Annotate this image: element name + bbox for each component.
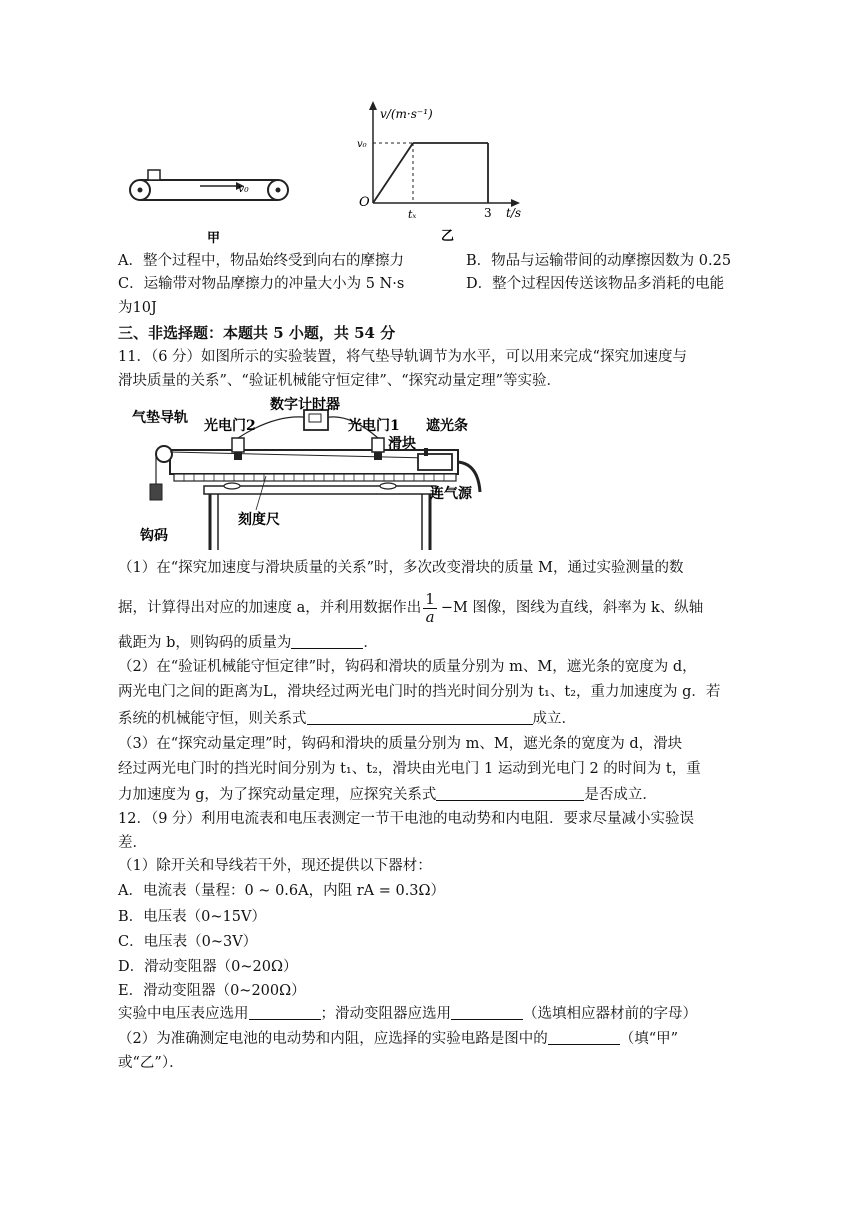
answer-blank-q11-1[interactable]: [291, 632, 363, 649]
label-air-source: 连气源: [430, 486, 472, 502]
q11-p1-line3-a: 截距为 b，则钩码的质量为: [118, 635, 292, 651]
q11-p3-line2: 经过两光电门时的挡光时间分别为 t₁、t₂，滑块由光电门 1 运动到光电门 2 的时间为 t，重: [118, 761, 701, 777]
q10-option-d-cont: 为10J: [118, 300, 157, 316]
q12-item-e: E．滑动变阻器（0~200Ω）: [118, 983, 306, 999]
answer-blank-q11-3[interactable]: [436, 784, 584, 801]
q11-p1-line2: [118, 590, 703, 626]
q11-p1-line1: （1）在“探究加速度与滑块质量的关系”时，多次改变滑块的质量 M，通过实验测量的数: [118, 560, 684, 576]
q11-p2-line1: （2）在“验证机械能守恒定律”时，钩码和滑块的质量分别为 m、M，遮光条的宽度为 d，: [118, 659, 697, 675]
q12-p1-title: （1）除开关和导线若干外，现还提供以下器材：: [118, 858, 432, 874]
q11-intro-2: 滑块质量的关系”、“验证机械能守恒定律”、“探究动量定理”等实验．: [118, 373, 562, 389]
label-gate1: 光电门1: [348, 418, 400, 434]
q11-p3-line1: （3）在“探究动量定理”时，钩码和滑块的质量分别为 m、M，遮光条的宽度为 d，滑块: [118, 736, 683, 752]
q11-p3-line3: [118, 784, 657, 806]
label-timer: 数字计时器: [270, 397, 340, 413]
q12-item-c: C．电压表（0~3V）: [118, 934, 258, 950]
vt-x-tick-3: 3: [484, 206, 492, 220]
q12-item-a: A．电流表（量程：0 ~ 0.6A，内阻 rA = 0.3Ω）: [118, 883, 446, 899]
figure-vt-graph: [350, 100, 550, 245]
q10-option-b: B．物品与运输带间的动摩擦因数为 0.25: [466, 253, 732, 269]
vt-x-tick-tx: tₓ: [408, 208, 417, 221]
q12-item-b: B．电压表（0~15V）: [118, 909, 266, 925]
q11-p3-line3-a: 力加速度为 g，为了探究动量定理，应探究关系式: [118, 787, 437, 803]
q11-p1-line3: [118, 632, 378, 654]
fig-left-caption: 甲: [207, 231, 221, 246]
q12-select-a: 实验中电压表应选用: [118, 1006, 249, 1022]
q10-option-d: D．整个过程因传送该物品多消耗的电能: [466, 276, 725, 292]
answer-blank-q12-rheostat[interactable]: [451, 1003, 523, 1020]
photogate-2: [232, 438, 244, 452]
q11-intro-1: 11．（6 分）如图所示的实验装置，将气垫导轨调节为水平，可以用来完成“探究加速度与: [118, 349, 687, 365]
q10-option-c: C．运输带对物品摩擦力的冲量大小为 5 N·s: [118, 276, 405, 292]
vt-x-axis-label: t/s: [506, 206, 522, 220]
pulley: [156, 446, 172, 462]
q12-p2-line1-a: （2）为准确测定电池的电动势和内阻，应选择的实验电路是图中的: [118, 1031, 548, 1047]
q11-p2-line3-b: 成立．: [532, 711, 576, 727]
vt-y-axis-label: v/(m·s⁻¹): [380, 107, 433, 121]
q12-select-line: [118, 1003, 697, 1025]
light-strip: [424, 448, 428, 456]
label-weight: 钩码: [140, 528, 168, 544]
q11-p1-line3-b: ．: [363, 635, 378, 651]
slider-block: [418, 454, 452, 470]
q12-item-d: D．滑动变阻器（0~20Ω）: [118, 959, 298, 975]
q11-p1-line2-a: 据，计算得出对应的加速度 a，并利用数据作出: [118, 600, 422, 616]
q11-p2-line3-a: 系统的机械能守恒，则关系式: [118, 711, 307, 727]
label-ruler: 刻度尺: [238, 512, 280, 528]
label-light-strip: 遮光条: [426, 418, 468, 434]
q12-select-c: （选填相应器材前的字母）: [523, 1006, 697, 1022]
q11-p2-line3: [118, 708, 576, 730]
weight-hook: [150, 484, 162, 500]
label-air-track: 气垫导轨: [132, 410, 188, 426]
q12-p2-line1: [118, 1028, 678, 1050]
figure-air-track: [128, 392, 508, 552]
answer-blank-q12-voltmeter[interactable]: [249, 1003, 321, 1020]
q12-p2-line2: 或“乙”）．: [118, 1055, 184, 1071]
photogate-1: [372, 438, 384, 452]
q12-p2-line1-b: （填“甲”: [619, 1031, 679, 1047]
fraction-one-over-a: $\frac{1}{a}$: [425, 589, 435, 626]
q12-select-b: ；滑动变阻器应选用: [320, 1006, 451, 1022]
figure-conveyor-belt: [118, 160, 308, 250]
q12-intro-2: 差．: [118, 835, 147, 851]
answer-blank-q11-2[interactable]: [307, 708, 533, 725]
belt-item-block: [148, 170, 160, 180]
section3-title: 三、非选择题：本题共 5 小题，共 54 分: [118, 324, 396, 342]
q11-p3-line3-b: 是否成立．: [584, 787, 657, 803]
q11-p2-line2: 两光电门之间的距离为L，滑块经过两光电门时的挡光时间分别为 t₁、t₂，重力加速度为 g．若: [118, 684, 721, 700]
label-gate2: 光电门2: [204, 418, 256, 434]
fig-right-caption: 乙: [441, 229, 455, 244]
vt-rising-segment: [373, 143, 413, 203]
q10-option-a: A．整个过程中，物品始终受到向右的摩擦力: [118, 253, 404, 269]
q12-intro-1: 12．（9 分）利用电流表和电压表测定一节干电池的电动势和内电阻．要求尽量减小实验误: [118, 811, 695, 827]
vt-y-tick-v0: v₀: [357, 139, 367, 150]
label-slider: 滑块: [388, 436, 416, 452]
answer-blank-q12-circuit[interactable]: [548, 1028, 620, 1045]
belt-velocity-label: v₀: [238, 182, 249, 195]
q11-p1-line2-b: −M 图像，图线为直线，斜率为 k、纵轴: [440, 600, 704, 616]
vt-origin: O: [359, 195, 370, 210]
